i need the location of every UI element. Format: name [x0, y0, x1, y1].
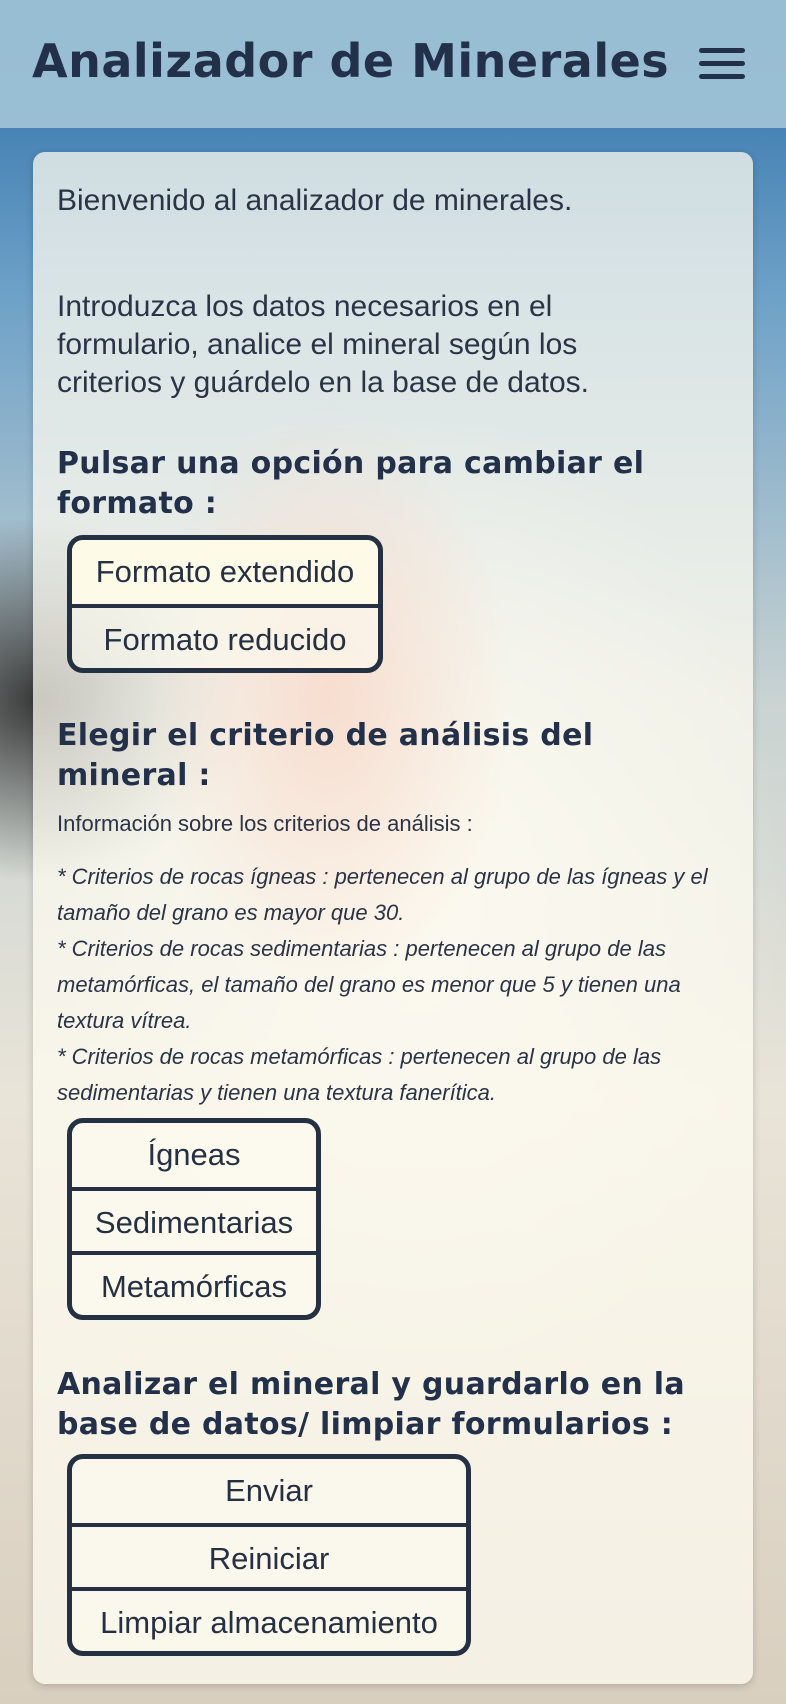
hamburger-menu-icon[interactable] [697, 44, 747, 84]
igneas-button[interactable]: Ígneas [72, 1123, 316, 1187]
actions-button-group [67, 1454, 471, 1656]
instructions-text: Introduzca los datos necesarios en el formulario, analice el mineral según los criterios y guárdelo en la base de datos. [57, 290, 589, 399]
format-reduced-button[interactable]: Formato reducido [72, 604, 378, 668]
criteria-igneas-text: * Criterios de rocas ígneas : pertenecen al grupo de las ígneas y el tamaño del grano es mayor que 30. [57, 864, 708, 925]
top-bar [0, 0, 786, 128]
clear-storage-button[interactable]: Limpiar almacenamiento [72, 1587, 466, 1651]
criteria-sedimentarias-text: * Criterios de rocas sedimentarias : pertenecen al grupo de las metamórficas, el tamaño del grano es menor que 5 y tienen una textura vítrea. [57, 936, 681, 1033]
menu-line [699, 48, 745, 53]
main-card [33, 152, 753, 1684]
format-extended-button[interactable]: Formato extendido [72, 540, 378, 604]
actions-heading: Analizar el mineral y guardarlo en la base de datos/ limpiar formularios : [57, 1367, 685, 1442]
format-button-group [67, 535, 383, 673]
app-title: Analizador de Minerales [32, 34, 670, 88]
format-heading: Pulsar una opción para cambiar el formato : [57, 446, 645, 521]
sedimentarias-button[interactable]: Sedimentarias [72, 1187, 316, 1251]
welcome-text: Bienvenido al analizador de minerales. [57, 184, 573, 217]
menu-line [699, 61, 745, 66]
reset-button[interactable]: Reiniciar [72, 1523, 466, 1587]
metamorficas-button[interactable]: Metamórficas [72, 1251, 316, 1315]
menu-line [699, 74, 745, 79]
criteria-heading: Elegir el criterio de análisis del mineral : [57, 718, 594, 793]
criteria-info-list [57, 859, 737, 1111]
criteria-button-group [67, 1118, 321, 1320]
criteria-info-title: Información sobre los criterios de análisis : [57, 811, 473, 836]
criteria-metamorficas-text: * Criterios de rocas metamórficas : pertenecen al grupo de las sedimentarias y tienen una textura fanerítica. [57, 1044, 662, 1105]
send-button[interactable]: Enviar [72, 1459, 466, 1523]
